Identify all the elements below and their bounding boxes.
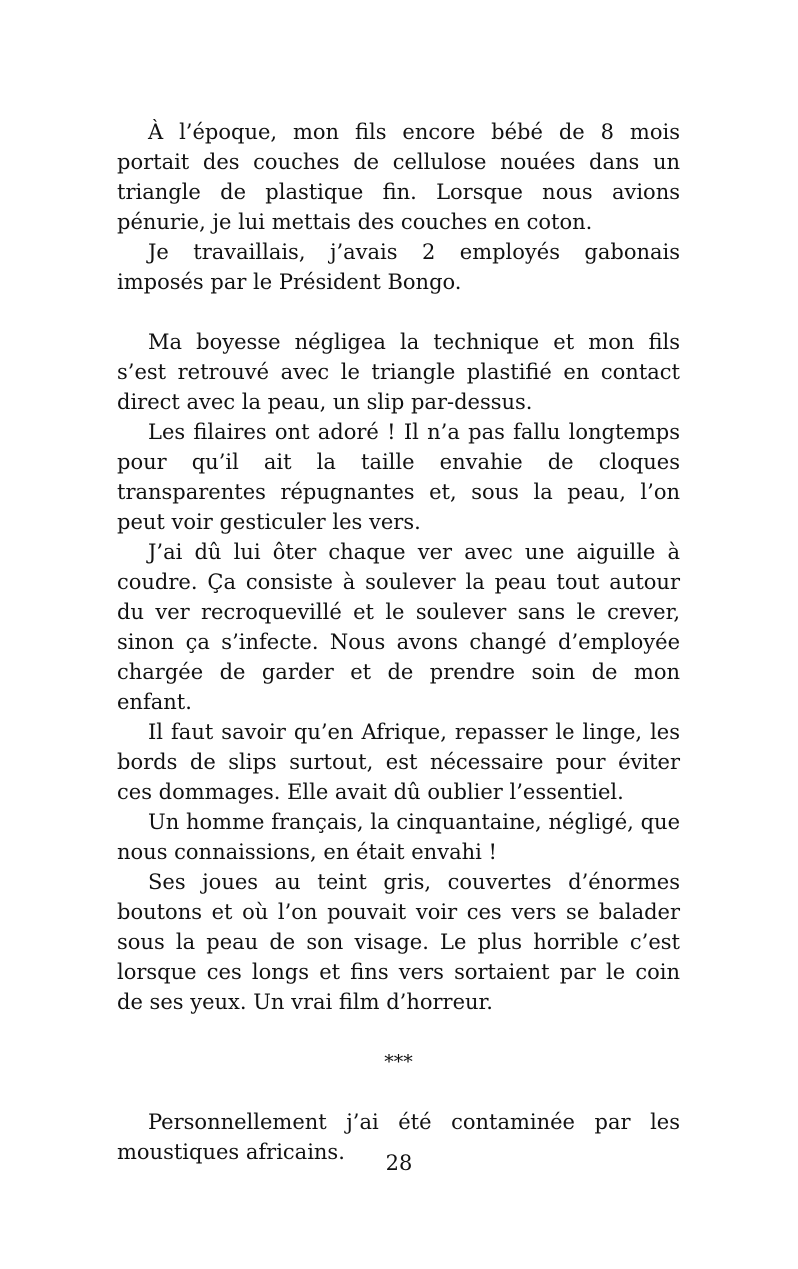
section-separator: *** [384, 1051, 413, 1073]
paragraph: J’ai dû lui ôter chaque ver avec une aiguille à coudre. Ça consiste à soulever la peau tout autour du ver recroquevillé et le soulever sans le crever, sinon ça s’infecte. Nous avons changé d’employée chargée de garder et de prendre soin de mon enfant. [117, 540, 680, 714]
paragraph: Je travaillais, j’avais 2 employés gabonais imposés par le Président Bongo. [117, 240, 680, 294]
paragraph: Ses joues au teint gris, couvertes d’énormes boutons et où l’on pouvait voir ces vers se balader sous la peau de son visage. Le plus horrible c’est lorsque ces longs et fins vers sortaient par le coin de ses yeux. Un vrai film d’horreur. [117, 870, 680, 1014]
paragraph: Il faut savoir qu’en Afrique, repasser le linge, les bords de slips surtout, est nécessaire pour éviter ces dommages. Elle avait dû oublier l’essentiel. [117, 720, 680, 804]
paragraph: À l’époque, mon fils encore bébé de 8 mois portait des couches de cellulose nouées dans un triangle de plastique fin. Lorsque nous avions pénurie, je lui mettais des couches en coton. [117, 120, 680, 234]
paragraph: Un homme français, la cinquantaine, négligé, que nous connaissions, en était envahi ! [117, 810, 680, 864]
page-number: 28 [385, 1151, 413, 1175]
paragraph: Ma boyesse négligea la technique et mon fils s’est retrouvé avec le triangle plastifié en contact direct avec la peau, un slip par-dessus. [117, 330, 680, 414]
page-body [117, 117, 680, 1167]
paragraph: Personnellement j’ai été contaminée par les moustiques africains. [117, 1110, 680, 1164]
paragraph: Les filaires ont adoré ! Il n’a pas fallu longtemps pour qu’il ait la taille envahie de cloques transparentes répugnantes et, sous la peau, l’on peut voir gesticuler les vers. [117, 420, 680, 534]
